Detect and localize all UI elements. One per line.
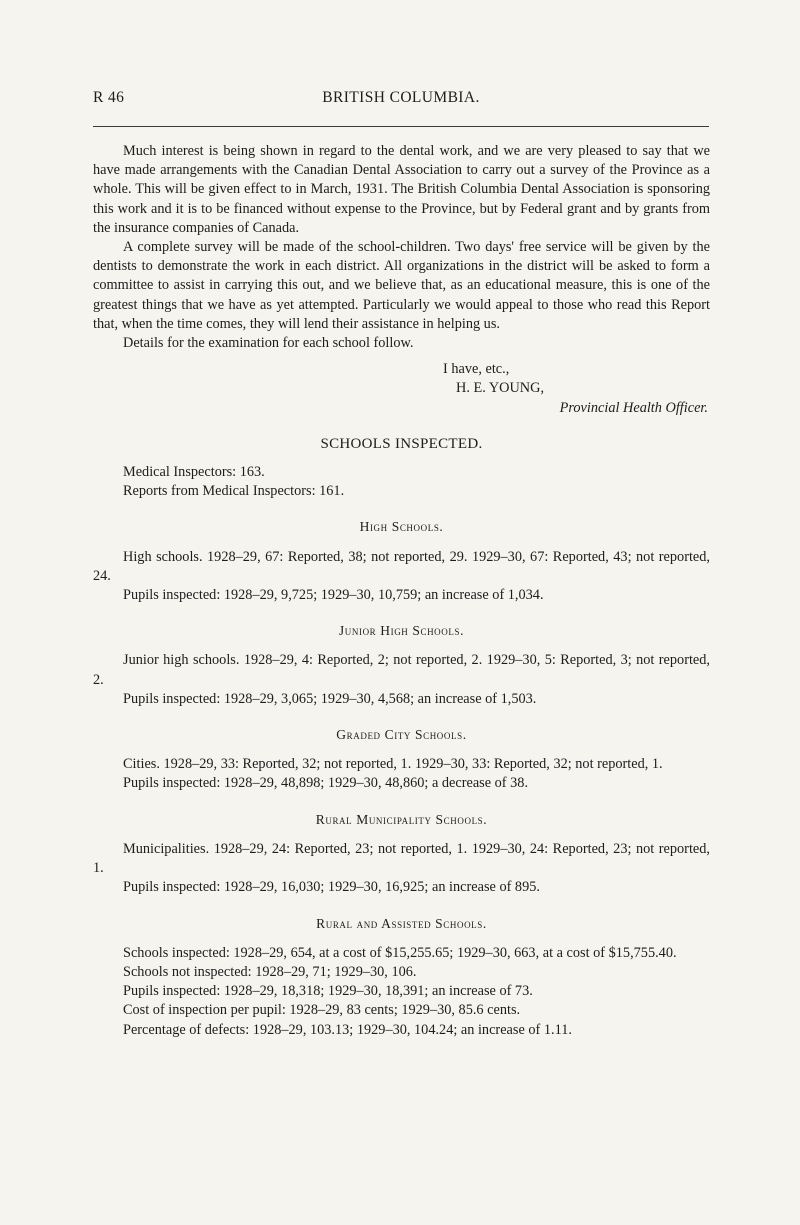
running-title: BRITISH COLUMBIA. bbox=[322, 89, 480, 106]
section-line: Pupils inspected: 1928–29, 16,030; 1929–30, 16,925; an increase of 895. bbox=[123, 879, 540, 896]
section-line: Cost of inspection per pupil: 1928–29, 83 cents; 1929–30, 85.6 cents. bbox=[123, 1002, 521, 1019]
medical-inspectors-line: Medical Inspectors: 163. bbox=[123, 464, 265, 481]
section-heading: Graded City Schools. bbox=[336, 727, 467, 743]
section-heading: Junior High Schools. bbox=[338, 623, 465, 639]
signatory-title: Provincial Health Officer. bbox=[559, 399, 708, 416]
section-heading: High Schools. bbox=[359, 519, 444, 535]
section-line: Pupils inspected: 1928–29, 48,898; 1929–30, 48,860; a decrease of 38. bbox=[123, 775, 529, 792]
section-junior-high-schools bbox=[93, 621, 710, 709]
section-line: Percentage of defects: 1928–29, 103.13; 1929–30, 104.24; an increase of 1.11. bbox=[123, 1021, 572, 1038]
section-line: Pupils inspected: 1928–29, 9,725; 1929–30, 10,759; an increase of 1,034. bbox=[123, 587, 544, 604]
reports-line: Reports from Medical Inspectors: 161. bbox=[123, 483, 345, 500]
section-line: High schools. 1928–29, 67: Reported, 38; not reported, 29. 1929–30, 67: Reported, 43; not reported, 24. bbox=[93, 548, 710, 584]
header-rule bbox=[93, 126, 709, 127]
paragraph-details-follow: Details for the examination for each school follow. bbox=[123, 335, 414, 352]
section-line: Pupils inspected: 1928–29, 18,318; 1929–30, 18,391; an increase of 73. bbox=[123, 983, 533, 1000]
page-number: R 46 bbox=[93, 89, 125, 106]
signatory-name: H. E. YOUNG, bbox=[456, 380, 545, 397]
section-line: Schools not inspected: 1928–29, 71; 1929–30, 106. bbox=[123, 963, 417, 980]
section-line: Cities. 1928–29, 33: Reported, 32; not reported, 1. 1929–30, 33: Reported, 32; not reported, 1. bbox=[123, 756, 663, 773]
running-head bbox=[93, 89, 709, 109]
section-line: Schools inspected: 1928–29, 654, at a cost of $15,255.65; 1929–30, 663, at a cost of $15,755.40. bbox=[123, 944, 677, 961]
paragraph-dental-survey: Much interest is being shown in regard to the dental work, and we are very pleased to say that we have made arrangements with the Canadian Dental Association to carry out a survey of the Province as a whole. This will be given effect to in March, 1931. The British Columbia Dental Association is sponsoring this work and it is to be financed without expense to the Province, but by Federal grant and by grants from the insurance companies of Canada. bbox=[93, 143, 710, 236]
closing-line: I have, etc., bbox=[443, 361, 510, 378]
section-high-schools bbox=[93, 517, 710, 605]
section-graded-city-schools bbox=[93, 725, 710, 794]
schools-inspected-title: SCHOOLS INSPECTED. bbox=[320, 435, 483, 452]
section-rural-municipality-schools bbox=[93, 810, 710, 898]
section-line: Junior high schools. 1928–29, 4: Reported, 2; not reported, 2. 1929–30, 5: Reported, 3; not reported, 2. bbox=[93, 652, 710, 688]
paragraph-survey-details: A complete survey will be made of the school-children. Two days' free service will be given by the dentists to demonstrate the work in each district. All organizations in the district will be asked to form a committee to assist in carrying this out, and we believe that, as an educational measure, this is one of the greatest things that we have as yet attempted. Particularly we would appeal to those who read this Report that, when the time comes, they will lend their assistance in helping us. bbox=[93, 239, 710, 332]
section-heading: Rural Municipality Schools. bbox=[315, 811, 488, 827]
section-line: Municipalities. 1928–29, 24: Reported, 23; not reported, 1. 1929–30, 24: Reported, 23; not reported, 1. bbox=[93, 840, 710, 877]
section-line: Pupils inspected: 1928–29, 3,065; 1929–30, 4,568; an increase of 1,503. bbox=[123, 690, 537, 707]
body-text bbox=[93, 142, 710, 1040]
section-heading: Rural and Assisted Schools. bbox=[316, 915, 487, 931]
section-rural-assisted-schools bbox=[93, 914, 710, 1040]
